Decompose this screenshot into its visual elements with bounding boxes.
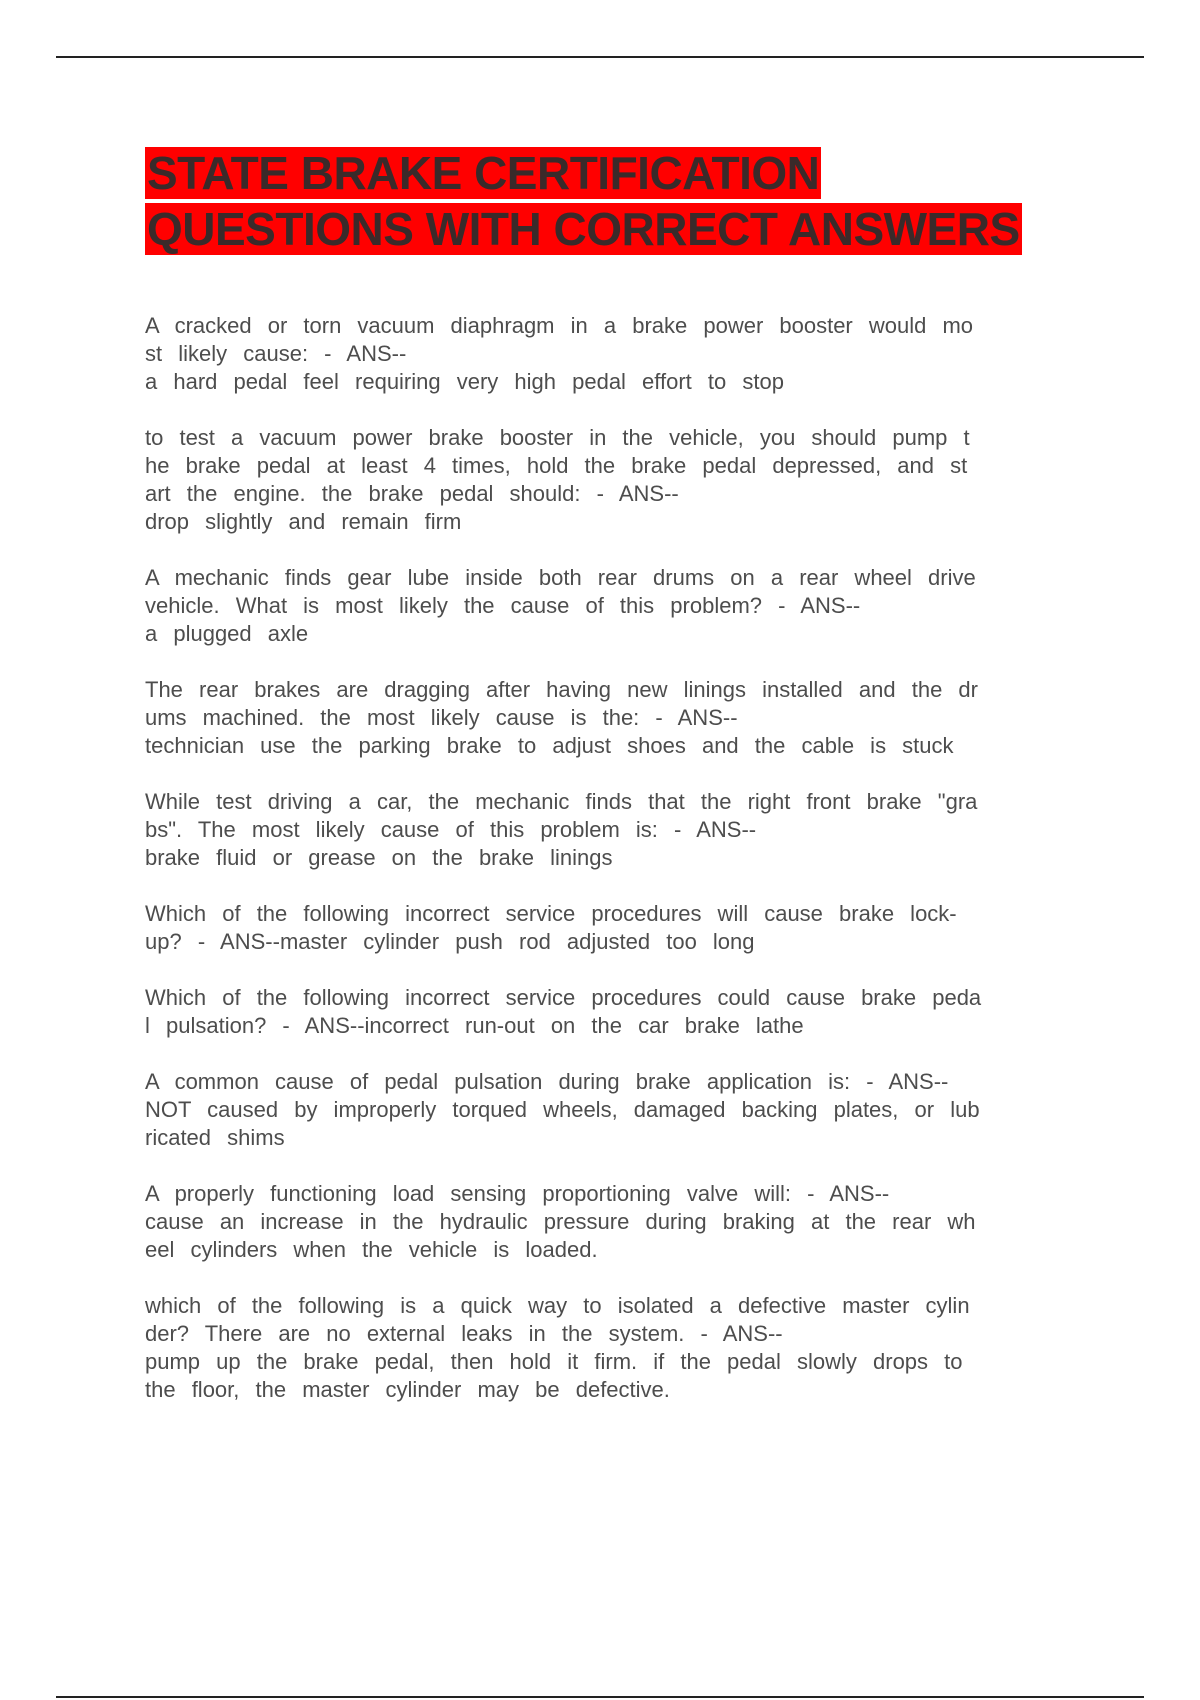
- qa-list: [145, 312, 1085, 1432]
- qa-item: [145, 564, 1085, 648]
- answer-text: incorrect run-out on the car brake lathe: [364, 1013, 804, 1038]
- answer-text: pump up the brake pedal, then hold it firm. if the pedal slowly drops to the floor, the master cylinder may be defective.: [145, 1349, 963, 1402]
- question-text: A cracked or torn vacuum diaphragm in a brake power booster would mo st likely cause: - ANS--: [145, 313, 974, 366]
- qa-item: [145, 1068, 1085, 1152]
- answer-text: cause an increase in the hydraulic pressure during braking at the rear wh eel cylinders when the vehicle is loaded.: [145, 1209, 976, 1262]
- bottom-rule: [56, 1696, 1144, 1698]
- question-text: which of the following is a quick way to isolated a defective master cylin der? There are no external leaks in the system. - ANS--: [145, 1293, 970, 1346]
- qa-item: [145, 788, 1085, 872]
- qa-item: [145, 676, 1085, 760]
- qa-item: [145, 312, 1085, 396]
- qa-item: [145, 984, 1085, 1040]
- question-text: Which of the following incorrect service procedures will cause brake lock- up? - ANS--: [145, 901, 957, 954]
- answer-text: drop slightly and remain firm: [145, 509, 462, 534]
- qa-item: [145, 424, 1085, 536]
- qa-item: [145, 1180, 1085, 1264]
- question-text: The rear brakes are dragging after having new linings installed and the dr ums machined. the most likely cause is the: - ANS--: [145, 677, 978, 730]
- qa-item: [145, 900, 1085, 956]
- answer-text: a hard pedal feel requiring very high pedal effort to stop: [145, 369, 784, 394]
- page-title: [145, 145, 1085, 257]
- page-title-text: STATE BRAKE CERTIFICATION QUESTIONS WITH CORRECT ANSWERS: [147, 147, 1020, 255]
- question-text: to test a vacuum power brake booster in the vehicle, you should pump t he brake pedal at least 4 times, hold the brake pedal depressed, and st art the engine. the brake pedal should: - ANS--: [145, 425, 970, 506]
- question-text: A common cause of pedal pulsation during brake application is: - ANS--: [145, 1069, 949, 1094]
- answer-text: a plugged axle: [145, 621, 309, 646]
- answer-text: master cylinder push rod adjusted too long: [279, 929, 755, 954]
- answer-text: brake fluid or grease on the brake linings: [145, 845, 613, 870]
- top-rule: [56, 56, 1144, 58]
- answer-text: technician use the parking brake to adjust shoes and the cable is stuck: [145, 733, 954, 758]
- question-text: Which of the following incorrect service procedures could cause brake peda l pulsation? - ANS--: [145, 985, 982, 1038]
- answer-text: NOT caused by improperly torqued wheels, damaged backing plates, or lub ricated shims: [145, 1097, 980, 1150]
- question-text: A properly functioning load sensing proportioning valve will: - ANS--: [145, 1181, 890, 1206]
- question-text: A mechanic finds gear lube inside both rear drums on a rear wheel drive vehicle. What is most likely the cause of this problem? - ANS--: [145, 565, 976, 618]
- question-text: While test driving a car, the mechanic finds that the right front brake "gra bs". The most likely cause of this problem is: - ANS--: [145, 789, 978, 842]
- qa-item: [145, 1292, 1085, 1404]
